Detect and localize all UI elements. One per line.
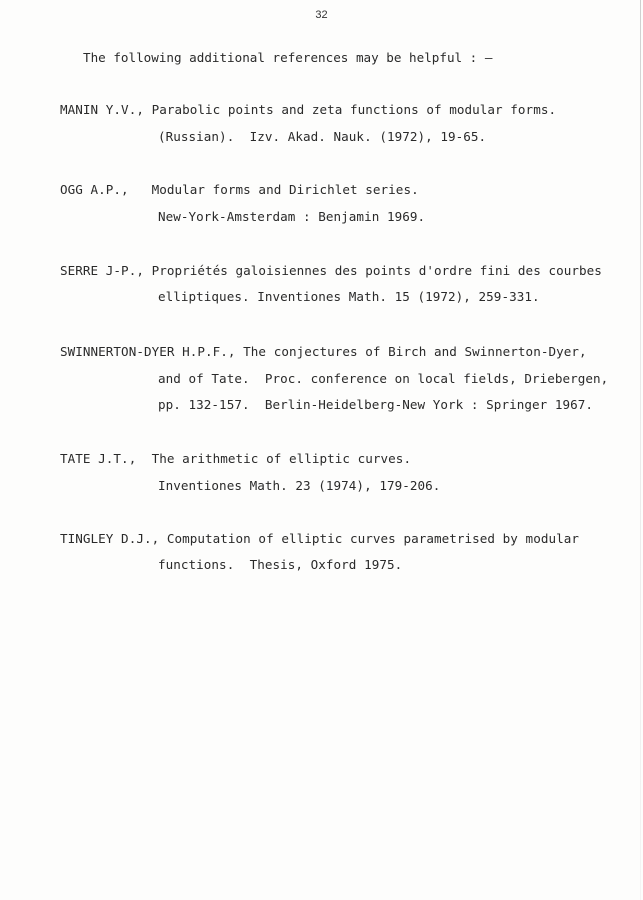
reference-tate-line-2: Inventiones Math. 23 (1974), 179-206. xyxy=(158,478,441,493)
reference-swinnerton-dyer-line-1: SWINNERTON-DYER H.P.F., The conjectures of Birch and Swinnerton-Dyer, xyxy=(60,344,587,359)
reference-tingley-line-1: TINGLEY D.J., Computation of elliptic curves parametrised by modular xyxy=(60,531,579,546)
reference-ogg-line-1: OGG A.P., Modular forms and Dirichlet series. xyxy=(60,182,419,197)
reference-swinnerton-dyer-line-2: and of Tate. Proc. conference on local fields, Driebergen, xyxy=(158,371,609,386)
reference-tingley-line-2: functions. Thesis, Oxford 1975. xyxy=(158,557,403,572)
intro-text: The following additional references may be helpful : — xyxy=(83,50,493,65)
reference-swinnerton-dyer-line-3: pp. 132-157. Berlin-Heidelberg-New York : Springer 1967. xyxy=(158,397,594,412)
reference-manin-line-1: MANIN Y.V., Parabolic points and zeta functions of modular forms. xyxy=(60,102,557,117)
reference-serre-line-1: SERRE J-P., Propriétés galoisiennes des points d'ordre fini des courbes xyxy=(60,263,602,278)
reference-ogg-line-2: New-York-Amsterdam : Benjamin 1969. xyxy=(158,209,426,224)
reference-tate-line-1: TATE J.T., The arithmetic of elliptic curves. xyxy=(60,451,412,466)
page-edge-shadow xyxy=(640,0,641,900)
reference-serre-line-2: elliptiques. Inventiones Math. 15 (1972), 259-331. xyxy=(158,289,540,304)
reference-manin-line-2: (Russian). Izv. Akad. Nauk. (1972), 19-65. xyxy=(158,129,487,144)
page-number: 32 xyxy=(315,9,328,21)
